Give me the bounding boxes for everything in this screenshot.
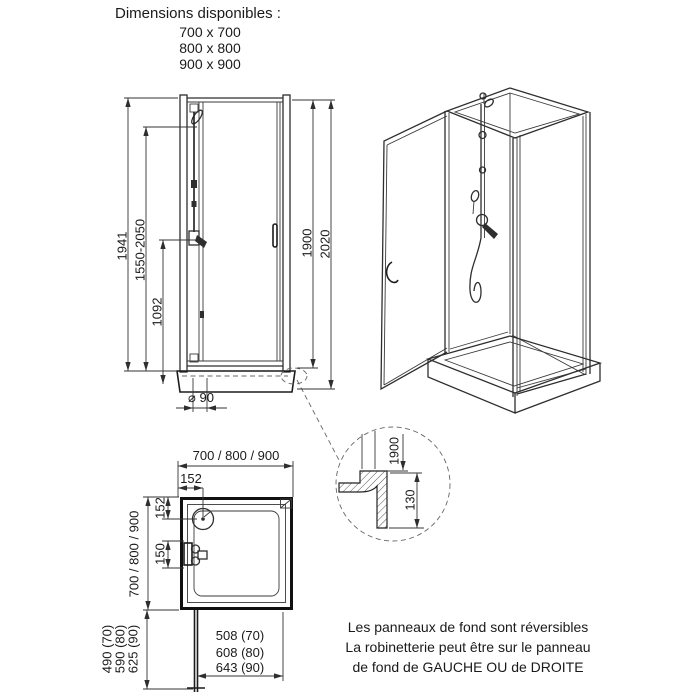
mixer-lever <box>195 235 207 248</box>
note-line-1: Les panneaux de fond sont réversibles <box>347 619 589 635</box>
front-right-post <box>283 95 290 372</box>
front-view-dimensions-right <box>292 100 335 389</box>
door-catch <box>200 311 204 318</box>
dim-drain-offset-x: 152 <box>180 471 202 486</box>
size-option-700: 700 x 700 <box>179 24 241 40</box>
top-frame-inner <box>455 93 579 133</box>
dim-height-total: 1941 <box>114 231 130 261</box>
open-door <box>381 111 447 389</box>
dim-height-mixer: 1092 <box>149 297 165 327</box>
shower-column-front <box>189 109 207 318</box>
corner-detail-view <box>336 427 450 541</box>
plan-view <box>100 448 293 692</box>
plan-dimension-drain-y <box>153 497 197 519</box>
notes-block <box>337 617 599 677</box>
dim-detail-glass-height: 1900 <box>387 437 402 465</box>
note-line-2: La robinetterie peut être sur le panneau <box>345 639 591 655</box>
plan-dimension-valve <box>153 541 184 568</box>
hand-shower <box>470 190 480 203</box>
dim-drain-depth-90: 625 (90) <box>125 624 141 674</box>
drain-pipe <box>187 610 205 692</box>
door-handle-front <box>273 224 277 247</box>
dim-drain-depth-70: 490 (70) <box>99 624 115 674</box>
dim-drain-width-80: 608 (80) <box>215 645 265 660</box>
note-line-3: de fond de GAUCHE OU de DROITE <box>352 659 584 675</box>
dim-detail-tray-height: 130 <box>403 489 418 511</box>
available-dimensions-heading: Dimensions disponibles : <box>115 5 281 22</box>
tray-section-profile <box>339 471 387 528</box>
perspective-view <box>381 88 600 413</box>
dim-drain-diameter: ⌀ 90 <box>188 390 214 405</box>
detail-leader-line <box>297 380 340 462</box>
front-elevation-view <box>115 95 340 462</box>
plan-dimension-drain-widths <box>197 612 283 681</box>
dim-valve-span: 150 <box>152 543 168 565</box>
dim-drain-width-90: 643 (90) <box>215 660 265 675</box>
dim-drain-width-70: 508 (70) <box>215 628 265 643</box>
shower-hose <box>470 238 481 302</box>
dim-plan-depth: 700 / 800 / 900 <box>126 510 142 598</box>
size-option-900: 900 x 900 <box>179 56 241 72</box>
front-left-post <box>180 95 187 372</box>
plan-dimension-drain-depths <box>100 610 193 689</box>
front-view-dimensions-left <box>115 98 197 384</box>
size-option-800: 800 x 800 <box>179 40 241 56</box>
dim-drain-depth-80: 590 (80) <box>112 624 128 674</box>
dim-drain-offset-y: 152 <box>152 497 168 519</box>
dim-height-adjustable: 1550-2050 <box>132 218 148 282</box>
dim-height-overall: 2020 <box>317 229 333 259</box>
available-dimensions-block <box>115 5 315 72</box>
dim-height-glass: 1900 <box>299 228 315 258</box>
shower-head-icon <box>190 109 204 126</box>
dim-plan-width: 700 / 800 / 900 <box>192 448 280 463</box>
shower-column-3d <box>470 93 498 302</box>
door-handle-3d <box>387 262 398 282</box>
rail-clamp <box>191 180 197 188</box>
door-top-pivot <box>190 104 198 112</box>
